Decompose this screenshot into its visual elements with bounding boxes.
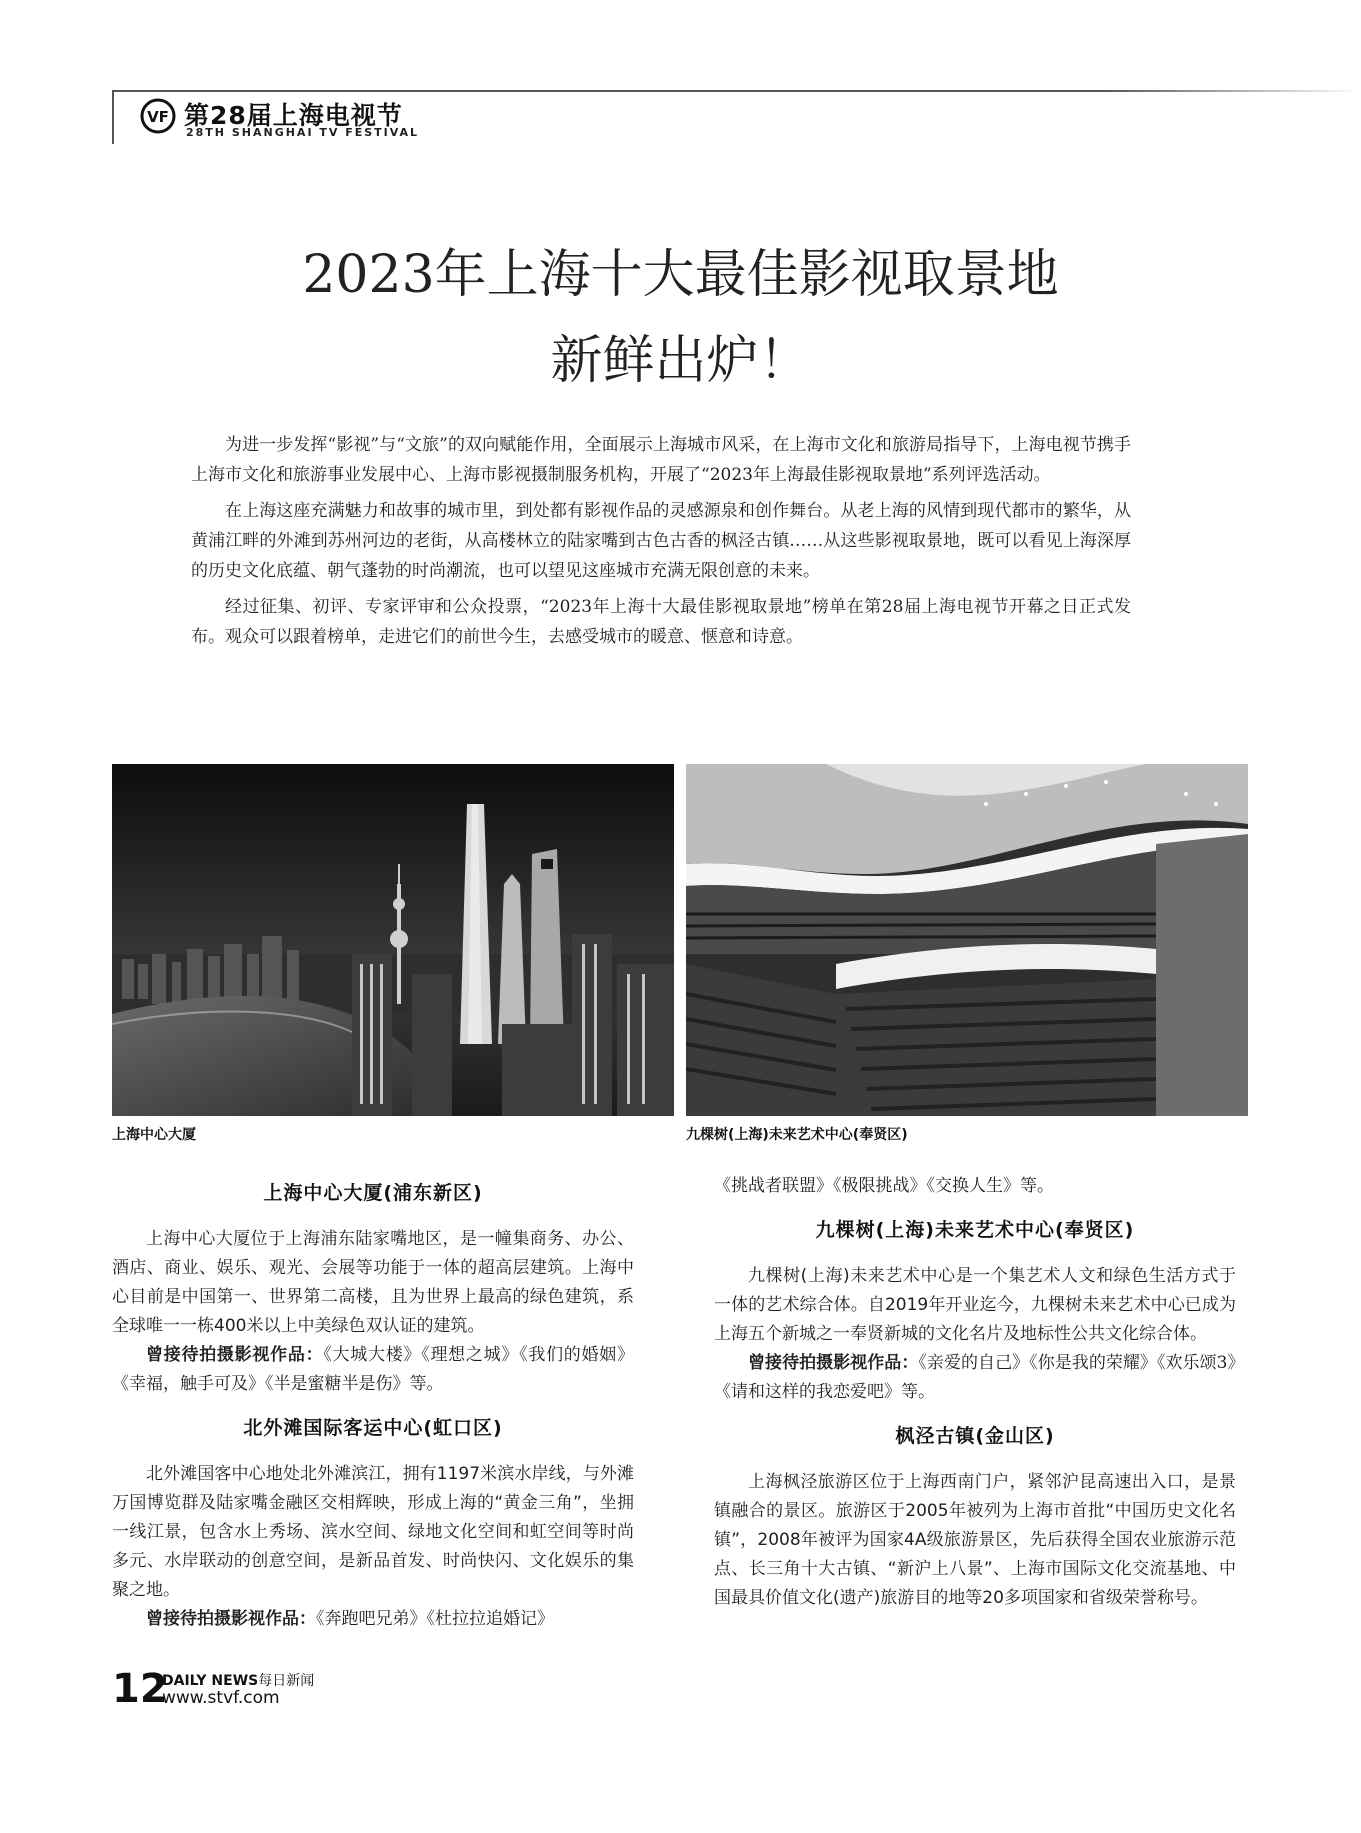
section-works (112, 1605, 634, 1634)
section-works (112, 1341, 634, 1399)
intro-text (191, 430, 1131, 658)
works-label: 曾接待拍摄影视作品： (146, 1345, 324, 1365)
works-list: 《奔跑吧兄弟》《杜拉拉追婚记》 (316, 1609, 554, 1629)
section-body: 九棵树(上海)未来艺术中心是一个集艺术人文和绿色生活方式于一体的艺术综合体。自2019年开业迄今，九棵树未来艺术中心已成为上海五个新城之一奉贤新城的文化名片及地标性公共文化综合体。 (714, 1266, 1236, 1344)
works-list: 《亲爱的自己》《你是我的荣耀》《欢乐颂3》《请和这样的我恋爱吧》等。 (714, 1353, 1236, 1402)
section-works-continued: 《挑战者联盟》《极限挑战》《交换人生》等。 (714, 1176, 1054, 1196)
festival-logo-icon (140, 98, 176, 134)
photo-caption-right: 九棵树(上海)未来艺术中心(奉贤区) (686, 1127, 908, 1143)
photo-jiukeshu-art-center (686, 764, 1248, 1116)
intro-paragraph: 在上海这座充满魅力和故事的城市里，到处都有影视作品的灵感源泉和创作舞台。从老上海的风情到现代都市的繁华，从黄浦江畔的外滩到苏州河边的老街，从高楼林立的陆家嘴到古色古香的枫泾古镇……从这些影视取景地，既可以看见上海深厚的历史文化底蕴、朝气蓬勃的时尚潮流，也可以望见这座城市充满无限创意的未来。 (191, 501, 1131, 581)
section-title: 北外滩国际客运中心(虹口区) (243, 1417, 503, 1439)
photo-shanghai-tower (112, 764, 674, 1116)
website-link[interactable]: www.stvf.com (162, 1688, 280, 1708)
section-body: 北外滩国客中心地处北外滩滨江，拥有1197米滨水岸线，与外滩万国博览群及陆家嘴金融区交相辉映，形成上海的“黄金三角”，坐拥一线江景，包含水上秀场、滨水空间、绿地文化空间和虹空间等时尚多元、水岸联动的创意空间，是新品首发、时尚快闪、文化娱乐的集聚之地。 (112, 1464, 634, 1600)
section-title: 枫泾古镇(金山区) (895, 1425, 1055, 1447)
intro-paragraph: 经过征集、初评、专家评审和公众投票，“2023年上海十大最佳影视取景地”榜单在第28届上海电视节开幕之日正式发布。观众可以跟着榜单，走进它们的前世今生，去感受城市的暖意、惬意和诗意。 (191, 597, 1131, 647)
photo-caption-left: 上海中心大厦 (112, 1127, 196, 1143)
works-list: 《大城大楼》《理想之城》《我们的婚姻》《幸福，触手可及》《半是蜜糖半是伤》等。 (112, 1345, 635, 1394)
section-title: 九棵树(上海)未来艺术中心(奉贤区) (815, 1219, 1135, 1241)
daily-news-label (162, 1670, 314, 1690)
logo-lettering: VF (147, 108, 169, 126)
works-label: 曾接待拍摄影视作品： (146, 1609, 316, 1629)
intro-paragraph: 为进一步发挥“影视”与“文旅”的双向赋能作用，全面展示上海城市风采，在上海市文化和旅游局指导下，上海电视节携手上海市文化和旅游事业发展中心、上海市影视摄制服务机构，开展了“2023年上海最佳影视取景地”系列评选活动。 (191, 435, 1131, 485)
daily-news-cn: 每日新闻 (258, 1673, 315, 1689)
festival-title: 第28届上海电视节 (184, 101, 403, 130)
article-title (0, 232, 1361, 404)
section-body: 上海中心大厦位于上海浦东陆家嘴地区，是一幢集商务、办公、酒店、商业、娱乐、观光、会展等功能于一体的超高层建筑。上海中心目前是中国第一、世界第二高楼，且为世界上最高的绿色建筑，系全球唯一一栋400米以上中美绿色双认证的建筑。 (112, 1229, 634, 1336)
page-number: 12 (112, 1666, 168, 1712)
section-body: 上海枫泾旅游区位于上海西南门户，紧邻沪昆高速出入口，是景镇融合的景区。旅游区于2005年被列为上海市首批“中国历史文化名镇”，2008年被评为国家4A级旅游景区，先后获得全国农业旅游示范点、长三角十大古镇、“新沪上八景”、上海市国际文化交流基地、中国最具价值文化(遗产)旅游目的地等20多项国家和省级荣誉称号。 (714, 1472, 1236, 1608)
article-title-line2: 新鲜出炉！ (550, 331, 811, 391)
left-column (112, 1178, 634, 1648)
section-works (714, 1349, 1236, 1407)
right-column (714, 1172, 1236, 1613)
article-title-line1: 2023年上海十大最佳影视取景地 (302, 245, 1059, 305)
page-header (112, 90, 1361, 146)
works-label: 曾接待拍摄影视作品： (748, 1353, 919, 1373)
daily-news-en: DAILY NEWS (162, 1673, 259, 1689)
section-title: 上海中心大厦(浦东新区) (263, 1182, 483, 1204)
festival-subtitle: 28TH SHANGHAI TV FESTIVAL (186, 126, 420, 139)
